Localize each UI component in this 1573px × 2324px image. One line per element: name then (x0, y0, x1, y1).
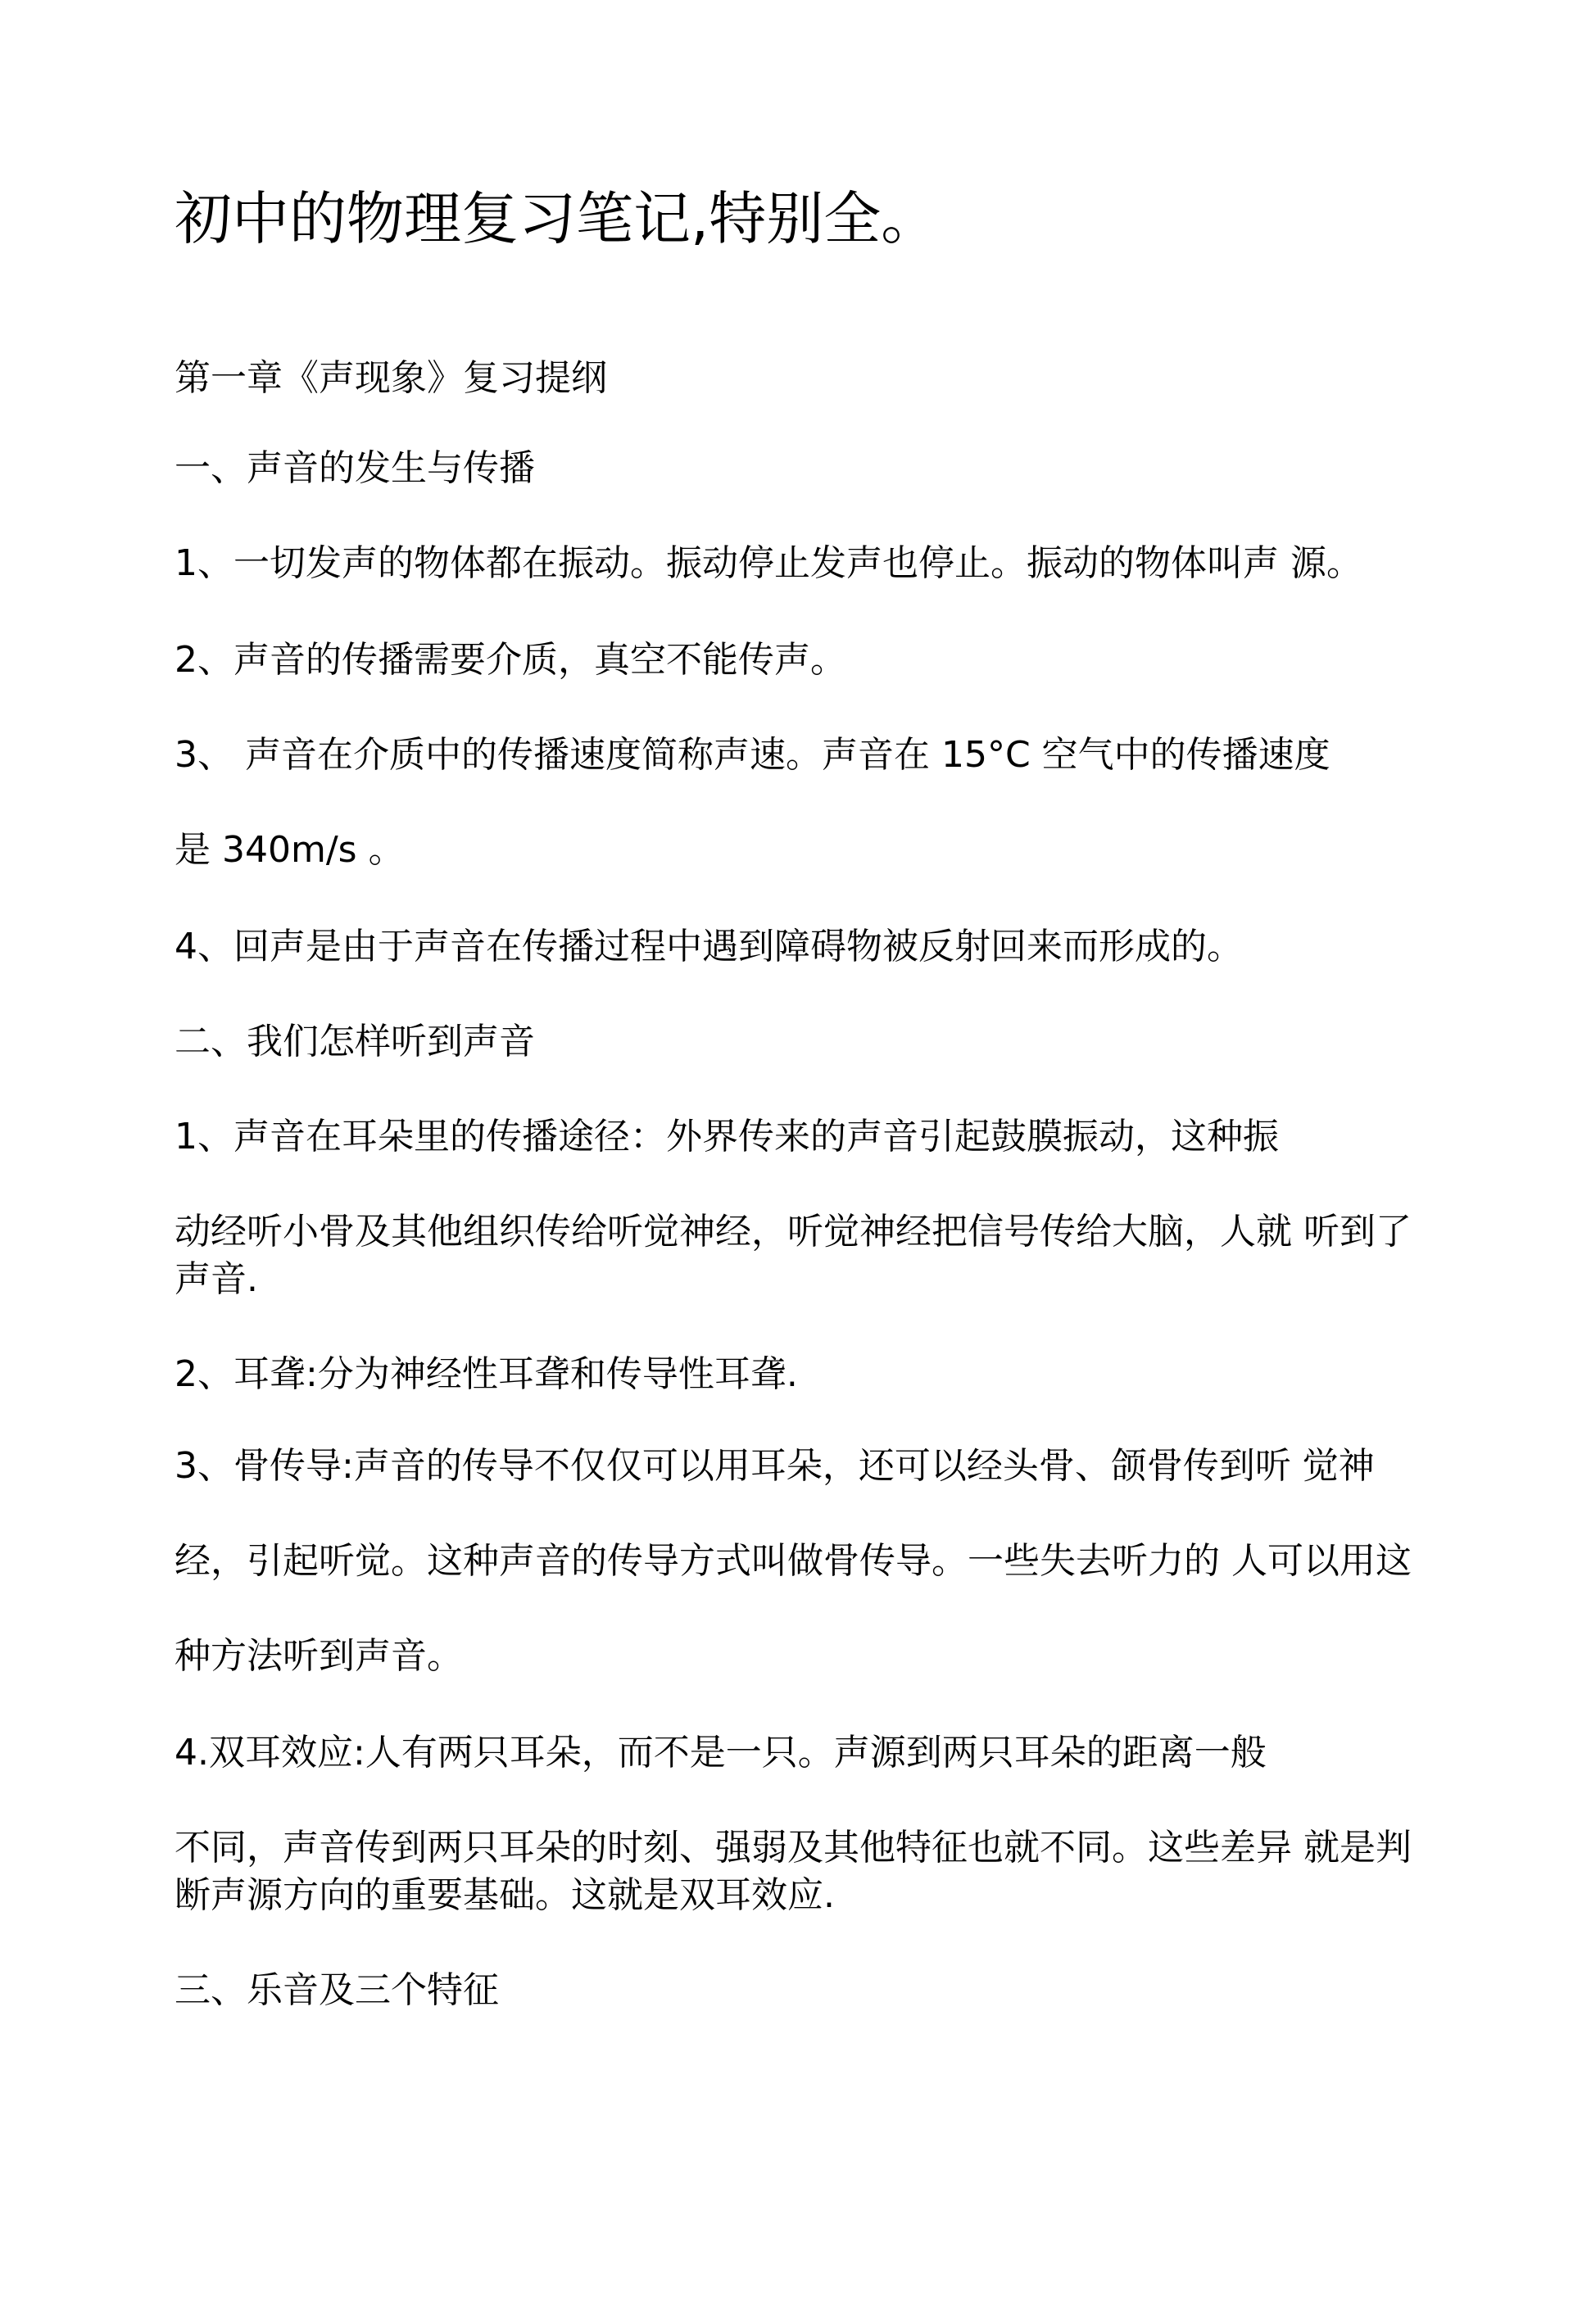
paragraph-line: 是 340m/s 。 (175, 829, 405, 871)
paragraph-line: 4、回声是由于声音在传播过程中遇到障碍物被反射回来而形成的。 (175, 926, 1243, 967)
section-heading: 一、声音的发生与传播 (175, 447, 535, 489)
paragraph-line: 2、声音的传播需要介质，真空不能传声。 (175, 639, 846, 681)
document-title: 初中的物理复习笔记,特别全。 (175, 185, 939, 252)
paragraph-line: 3、骨传导:声音的传导不仅仅可以用耳朵，还可以经头骨、颌骨传到听 觉神 (175, 1445, 1375, 1487)
paragraph-line: 不同，声音传到两只耳朵的时刻、强弱及其他特征也就不同。这些差异 就是判 (175, 1827, 1412, 1869)
chapter-heading: 第一章《声现象》复习提纲 (175, 357, 607, 399)
paragraph-line: 种方法听到声音。 (175, 1635, 463, 1677)
section-heading: 三、乐音及三个特征 (175, 1969, 499, 2011)
paragraph-line: 1、声音在耳朵里的传播途径：外界传来的声音引起鼓膜振动，这种振 (175, 1116, 1279, 1157)
paragraph-line: 1、一切发声的物体都在振动。振动停止发声也停止。振动的物体叫声 源。 (175, 542, 1362, 584)
section-heading: 二、我们怎样听到声音 (175, 1021, 535, 1062)
paragraph-line: 3、 声音在介质中的传播速度简称声速。声音在 15°C 空气中的传播速度 (175, 734, 1330, 776)
paragraph-line: 动经听小骨及其他组织传给听觉神经，听觉神经把信号传给大脑，人就 听到了 (175, 1211, 1412, 1253)
paragraph-line: 断声源方向的重要基础。这就是双耳效应. (175, 1874, 835, 1916)
paragraph-line: 2、耳聋:分为神经性耳聋和传导性耳聋. (175, 1353, 798, 1395)
paragraph-line: 经，引起听觉。这种声音的传导方式叫做骨传导。一些失去听力的 人可以用这 (175, 1540, 1412, 1582)
paragraph-line: 声音. (175, 1258, 258, 1300)
paragraph-line: 4.双耳效应:人有两只耳朵，而不是一只。声源到两只耳朵的距离一般 (175, 1732, 1267, 1774)
